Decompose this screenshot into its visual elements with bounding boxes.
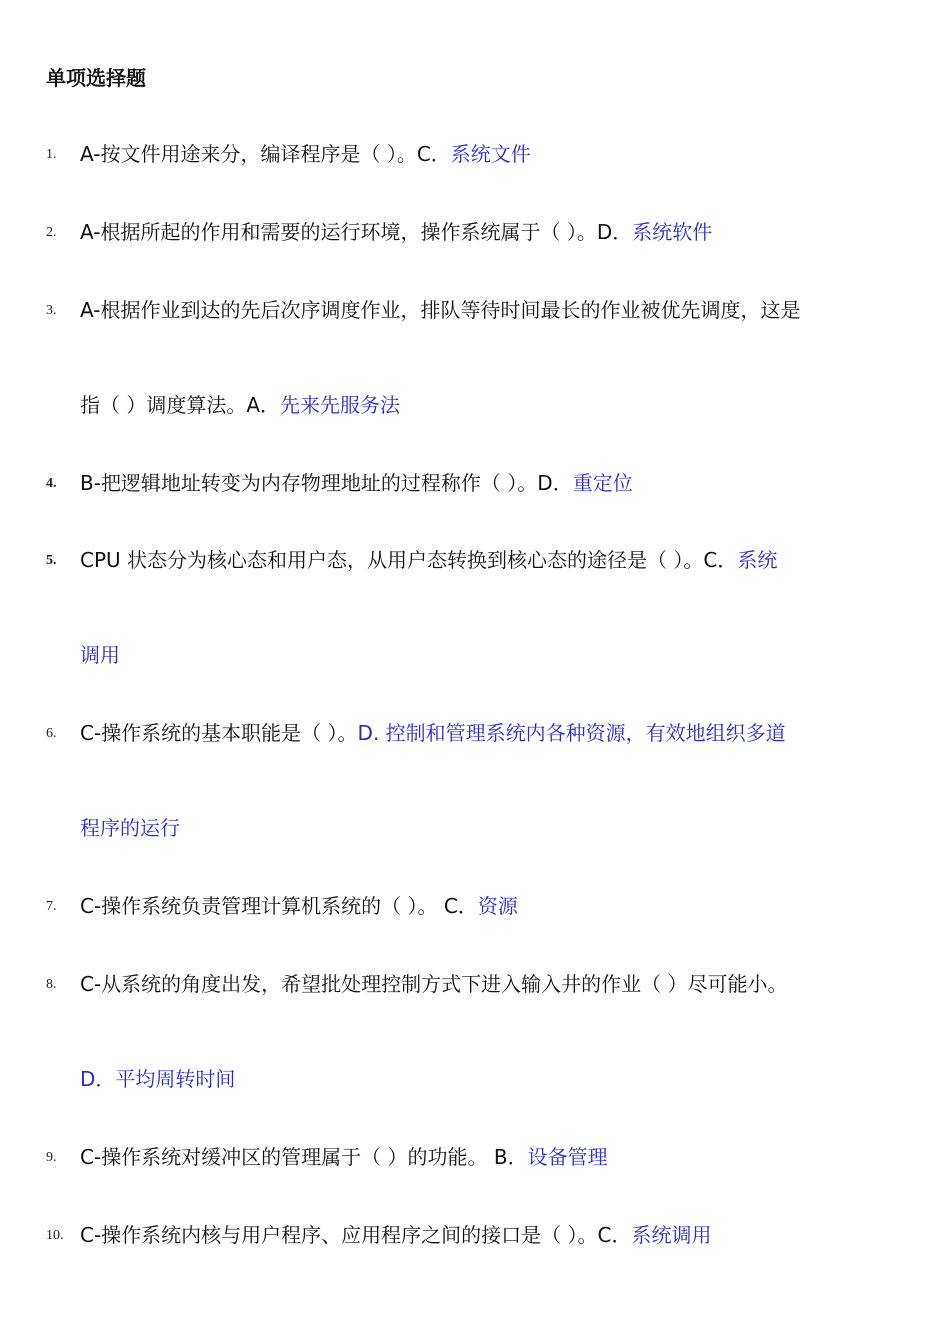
question-text: C-操作系统负责管理计算机系统的（ ）。 C． bbox=[80, 894, 478, 918]
answer-text-continued: 调用 bbox=[80, 643, 120, 667]
answer-text: 设备管理 bbox=[527, 1145, 608, 1169]
question-line bbox=[80, 296, 800, 324]
question-number: 2. bbox=[46, 225, 57, 240]
answer-text: 先来先服务法 bbox=[280, 393, 401, 417]
question-line bbox=[80, 1221, 712, 1249]
question-line bbox=[80, 970, 788, 998]
answer-text: 资源 bbox=[477, 894, 518, 918]
section-title: 单项选择题 bbox=[46, 66, 146, 90]
question-line bbox=[80, 546, 777, 574]
question-line-continued bbox=[80, 814, 180, 842]
answer-text: 系统调用 bbox=[631, 1223, 712, 1247]
question-text: C-操作系统的基本职能是（ ）。 bbox=[80, 721, 358, 745]
question-line-continued bbox=[80, 1065, 235, 1093]
question-text: CPU 状态分为核心态和用户态，从用户态转换到核心态的途径是（ ）。C． bbox=[80, 548, 738, 572]
answer-text: D．平均周转时间 bbox=[80, 1067, 236, 1091]
question-number: 5. bbox=[46, 553, 57, 568]
answer-text: D. 控制和管理系统内各种资源，有效地组织多道 bbox=[357, 721, 786, 745]
question-text: A-按文件用途来分，编译程序是（ ）。C． bbox=[80, 142, 451, 166]
answer-text-continued: 程序的运行 bbox=[80, 816, 180, 840]
question-number: 3. bbox=[46, 303, 57, 318]
question-line bbox=[80, 719, 786, 747]
answer-text: 系统软件 bbox=[632, 220, 713, 244]
question-text: A-根据所起的作用和需要的运行环境，操作系统属于（ ）。D． bbox=[80, 220, 633, 244]
question-text: C-操作系统内核与用户程序、应用程序之间的接口是（ ）。C． bbox=[80, 1223, 632, 1247]
question-line bbox=[80, 892, 518, 920]
question-line bbox=[80, 218, 712, 246]
question-line bbox=[80, 140, 531, 168]
question-text: C-操作系统对缓冲区的管理属于（ ）的功能。 B． bbox=[80, 1145, 528, 1169]
question-text: B-把逻辑地址转变为内存物理地址的过程称作（ ）。D． bbox=[80, 471, 573, 495]
question-number: 7. bbox=[46, 899, 57, 914]
question-text-continued: 指（ ）调度算法。A． bbox=[80, 393, 281, 417]
question-line bbox=[80, 469, 633, 497]
question-line bbox=[80, 1143, 608, 1171]
question-text: C-从系统的角度出发，希望批处理控制方式下进入输入井的作业（ ）尽可能小。 bbox=[80, 972, 788, 996]
question-number: 6. bbox=[46, 726, 57, 741]
question-number: 4. bbox=[46, 476, 57, 491]
answer-text: 系统 bbox=[737, 548, 778, 572]
question-number: 9. bbox=[46, 1150, 57, 1165]
answer-text: 系统文件 bbox=[450, 142, 531, 166]
question-number: 8. bbox=[46, 977, 57, 992]
question-number: 1. bbox=[46, 147, 57, 162]
question-text: A-根据作业到达的先后次序调度作业，排队等待时间最长的作业被优先调度，这是 bbox=[80, 298, 801, 322]
question-line-continued bbox=[80, 391, 400, 419]
question-number: 10. bbox=[46, 1228, 64, 1243]
question-line-continued bbox=[80, 641, 120, 669]
answer-text: 重定位 bbox=[572, 471, 633, 495]
